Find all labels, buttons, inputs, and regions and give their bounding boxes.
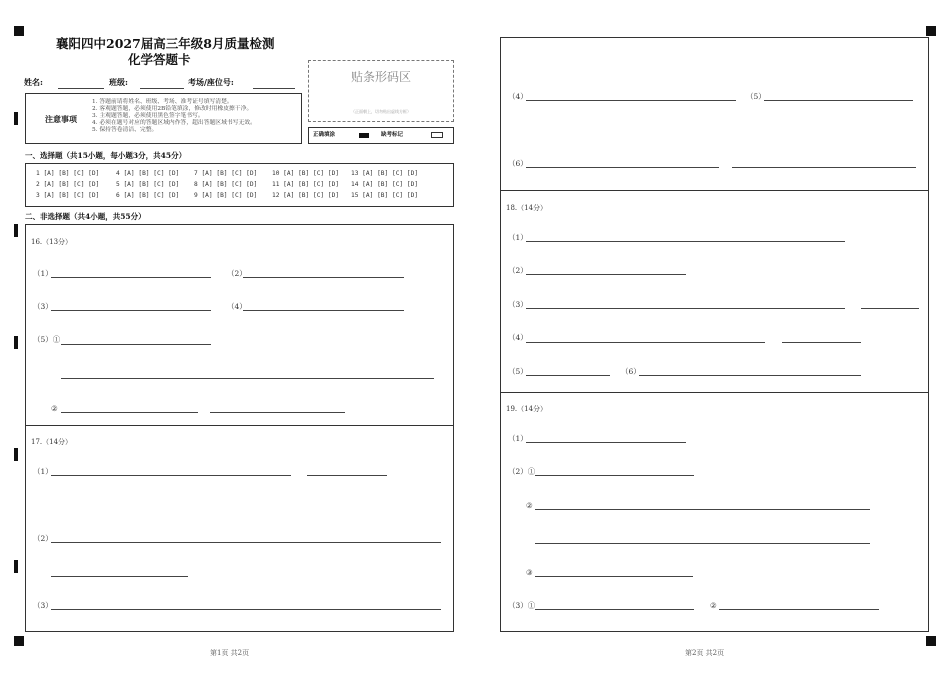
choice-row[interactable]: 6 [A] [B] [C] [D] <box>116 192 180 199</box>
q16-p5-label: （5）① <box>33 335 61 344</box>
fill-legend <box>308 127 454 144</box>
q16-p4-line[interactable] <box>243 310 404 311</box>
q17-p1-label: （1） <box>33 467 53 476</box>
q19-p1-label: （1） <box>508 434 528 443</box>
q17-p1-line[interactable] <box>307 475 387 476</box>
q19-p2-label: （2）① <box>508 467 536 476</box>
q17-p6-line[interactable] <box>526 167 719 168</box>
q17-answer-box <box>25 425 454 632</box>
q19-title: 19.（14分） <box>506 405 548 413</box>
q19-p3b-label: ② <box>710 601 717 610</box>
q16-p3-line[interactable] <box>51 310 211 311</box>
q18-p5-label: （5） <box>508 367 528 376</box>
notice-item: 3. 主观题答题，必须使用黑色签字笔书写。 <box>92 113 204 119</box>
class-label: 班级: <box>109 77 128 87</box>
q16-p5-line[interactable] <box>61 378 434 379</box>
q18-p4-line[interactable] <box>526 342 765 343</box>
q18-p6-line[interactable] <box>639 375 861 376</box>
q18-answer-box <box>500 190 929 393</box>
filled-mark-icon <box>359 133 369 138</box>
q16-p1-line[interactable] <box>51 277 211 278</box>
timing-mark <box>14 336 18 349</box>
name-field[interactable] <box>58 88 104 89</box>
q18-p1-label: （1） <box>508 233 528 242</box>
registration-mark <box>14 636 24 646</box>
q18-p2-line[interactable] <box>526 274 686 275</box>
choice-row[interactable]: 7 [A] [B] [C] [D] <box>194 170 258 177</box>
q16-p5b-line[interactable] <box>210 412 345 413</box>
notice-item: 5. 保持答卷清洁、完整。 <box>92 127 158 133</box>
timing-mark <box>14 112 18 125</box>
choice-row[interactable]: 3 [A] [B] [C] [D] <box>36 192 100 199</box>
q17-p1-line[interactable] <box>51 475 291 476</box>
q17-p4-label: （4） <box>508 92 528 101</box>
q17-p3-line[interactable] <box>51 609 441 610</box>
q19-p2b-line[interactable] <box>535 509 870 510</box>
q16-p5-line[interactable] <box>61 344 211 345</box>
notice-item: 2. 客观题答题，必须使用2B铅笔填涂，修改时用橡皮擦干净。 <box>92 106 253 112</box>
q19-p2c-line[interactable] <box>535 576 693 577</box>
page2-footer: 第2页 共2页 <box>685 649 725 657</box>
choice-row[interactable]: 9 [A] [B] [C] [D] <box>194 192 258 199</box>
barcode-hint: （正面朝上，切勿贴出虚线方框） <box>351 109 411 114</box>
q19-p3b-line[interactable] <box>719 609 879 610</box>
q17-p5-label: （5） <box>746 92 766 101</box>
q16-title: 16.（13分） <box>31 238 73 246</box>
q17-p3-label: （3） <box>33 601 53 610</box>
absent-checkbox[interactable] <box>431 132 443 138</box>
choice-row[interactable]: 8 [A] [B] [C] [D] <box>194 181 258 188</box>
q18-p1-line[interactable] <box>526 241 845 242</box>
timing-mark <box>14 448 18 461</box>
q19-p2c-label: ③ <box>526 568 533 577</box>
choice-row[interactable]: 11 [A] [B] [C] [D] <box>272 181 340 188</box>
q18-p3-line[interactable] <box>861 308 919 309</box>
q16-p5b-label: ② <box>51 404 58 413</box>
choice-row[interactable]: 5 [A] [B] [C] [D] <box>116 181 180 188</box>
q17-p5-line[interactable] <box>764 100 913 101</box>
choice-row[interactable]: 10 [A] [B] [C] [D] <box>272 170 340 177</box>
section2-title: 二、非选择题（共4小题，共55分） <box>25 212 146 221</box>
q18-p5-line[interactable] <box>526 375 610 376</box>
choice-row[interactable]: 14 [A] [B] [C] [D] <box>351 181 419 188</box>
q18-p3-label: （3） <box>508 300 528 309</box>
room-seat-field[interactable] <box>253 88 295 89</box>
page1-footer: 第1页 共2页 <box>210 649 250 657</box>
room-seat-label: 考场/座位号: <box>188 77 234 87</box>
answer-sheet-title: 化学答题卡 <box>128 52 191 67</box>
choice-row[interactable]: 13 [A] [B] [C] [D] <box>351 170 419 177</box>
choice-row[interactable]: 2 [A] [B] [C] [D] <box>36 181 100 188</box>
q18-p6-label: （6） <box>621 367 641 376</box>
q17-p2-line[interactable] <box>51 542 441 543</box>
section1-title: 一、选择题（共15小题，每小题3分，共45分） <box>25 151 187 160</box>
q19-p2b-line[interactable] <box>535 543 870 544</box>
absent-label: 缺考标记 <box>381 132 404 138</box>
q17-title: 17.（14分） <box>31 438 73 446</box>
choice-row[interactable]: 12 [A] [B] [C] [D] <box>272 192 340 199</box>
class-field[interactable] <box>140 88 184 89</box>
q16-answer-box <box>25 224 454 426</box>
q19-p3-label: （3）① <box>508 601 536 610</box>
q18-p4-label: （4） <box>508 333 528 342</box>
q16-p1-label: （1） <box>33 269 53 278</box>
q16-p4-label: （4） <box>227 302 247 311</box>
q18-p3-line[interactable] <box>526 308 845 309</box>
timing-mark <box>14 560 18 573</box>
notice-item: 4. 必须在题号对应的答题区域内作答，超出答题区域书写无效。 <box>92 120 256 126</box>
choice-row[interactable]: 1 [A] [B] [C] [D] <box>36 170 100 177</box>
registration-mark <box>926 636 936 646</box>
barcode-title: 贴条形码区 <box>350 70 411 84</box>
notice-list <box>92 99 256 134</box>
q19-p3-line[interactable] <box>535 609 694 610</box>
q17-p6-label: （6） <box>508 159 528 168</box>
q18-p4-line[interactable] <box>782 342 861 343</box>
correct-fill-label: 正确填涂 <box>313 132 336 138</box>
registration-mark <box>14 26 24 36</box>
q17-p6-line[interactable] <box>732 167 916 168</box>
q17-p2-label: （2） <box>33 534 53 543</box>
choice-row[interactable]: 4 [A] [B] [C] [D] <box>116 170 180 177</box>
q16-p3-label: （3） <box>33 302 53 311</box>
q19-p2b-label: ② <box>526 501 533 510</box>
q19-p2-line[interactable] <box>535 475 694 476</box>
q16-p2-line[interactable] <box>243 277 404 278</box>
notice-label: 注意事项 <box>45 114 77 124</box>
choice-row[interactable]: 15 [A] [B] [C] [D] <box>351 192 419 199</box>
q18-p2-label: （2） <box>508 266 528 275</box>
q19-answer-box <box>500 392 929 632</box>
barcode-area <box>308 60 454 122</box>
q18-title: 18.（14分） <box>506 204 548 212</box>
notice-item: 1. 答题前请将姓名、班级、考场、准考证号填写清楚。 <box>92 99 233 105</box>
q19-p1-line[interactable] <box>526 442 686 443</box>
q17-p4-line[interactable] <box>526 100 736 101</box>
q16-p2-label: （2） <box>227 269 247 278</box>
q17-p2-line[interactable] <box>51 576 188 577</box>
name-label: 姓名: <box>24 77 43 87</box>
timing-mark <box>14 224 18 237</box>
q16-p5b-line[interactable] <box>61 412 198 413</box>
exam-title: 襄阳四中2027届高三年级8月质量检测 <box>56 36 275 51</box>
notice-box <box>25 93 302 144</box>
registration-mark <box>926 26 936 36</box>
choice-grid <box>25 163 454 207</box>
